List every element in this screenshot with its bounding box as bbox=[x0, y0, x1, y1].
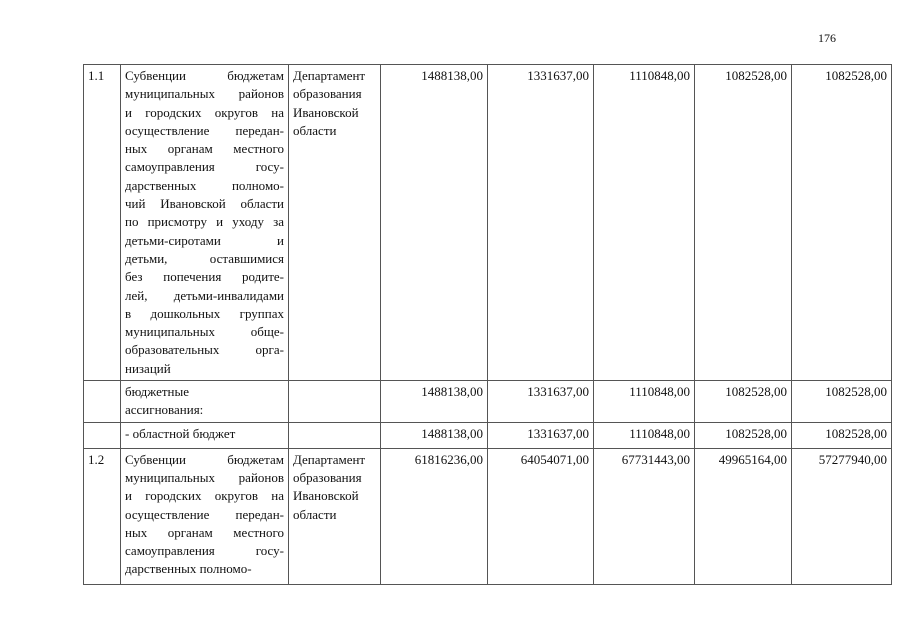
amount-cell: 1331637,00 bbox=[488, 65, 594, 381]
executor-line: Ивановской bbox=[293, 488, 359, 504]
executor-line: образования bbox=[293, 86, 362, 102]
amount-cell: 1488138,00 bbox=[381, 65, 488, 381]
description-line: без попечения родите- bbox=[125, 269, 284, 285]
description-line: дарственных полномо- bbox=[125, 561, 252, 577]
description-line: низаций bbox=[125, 360, 171, 376]
amount-cell: 1082528,00 bbox=[792, 381, 892, 423]
description-line: ных органам местного bbox=[125, 141, 284, 157]
amount-cell: 1110848,00 bbox=[594, 65, 695, 381]
executor-line: образования bbox=[293, 469, 362, 485]
row-executor bbox=[289, 65, 381, 381]
row-executor bbox=[289, 422, 381, 448]
description-line: ассигнования: bbox=[125, 402, 204, 418]
description-line: и городских округов на bbox=[125, 488, 284, 504]
budget-table bbox=[83, 64, 892, 585]
amount-cell: 1082528,00 bbox=[695, 65, 792, 381]
page-number: 176 bbox=[818, 31, 836, 45]
table-row bbox=[84, 381, 892, 423]
description-line: лей, детьми-инвалидами bbox=[125, 287, 284, 303]
row-executor bbox=[289, 448, 381, 584]
table-row bbox=[84, 448, 892, 584]
amount-cell: 64054071,00 bbox=[488, 448, 594, 584]
row-number: 1.2 bbox=[84, 448, 121, 584]
description-line: осуществление передан- bbox=[125, 122, 284, 138]
amount-cell: 1082528,00 bbox=[792, 422, 892, 448]
amount-cell: 1082528,00 bbox=[695, 381, 792, 423]
description-line: муниципальных районов bbox=[125, 469, 284, 485]
row-description bbox=[121, 422, 289, 448]
amount-cell: 57277940,00 bbox=[792, 448, 892, 584]
amount-cell: 1082528,00 bbox=[695, 422, 792, 448]
row-executor bbox=[289, 381, 381, 423]
description-line: детьми-сиротами и bbox=[125, 232, 284, 248]
description-line: муниципальных районов bbox=[125, 86, 284, 102]
amount-cell: 1110848,00 bbox=[594, 422, 695, 448]
description-line: осуществление передан- bbox=[125, 506, 284, 522]
description-line: самоуправления госу- bbox=[125, 159, 284, 175]
description-line: и городских округов на bbox=[125, 104, 284, 120]
description-line: Субвенции бюджетам bbox=[125, 68, 284, 83]
description-line: муниципальных обще- bbox=[125, 324, 284, 340]
description-line: по присмотру и уходу за bbox=[125, 214, 284, 230]
amount-cell: 61816236,00 bbox=[381, 448, 488, 584]
description-line: ных органам местного bbox=[125, 524, 284, 540]
description-line: детьми, оставшимися bbox=[125, 250, 284, 266]
executor-line: Департамент bbox=[293, 68, 366, 83]
description-line: самоуправления госу- bbox=[125, 543, 284, 559]
amount-cell: 1488138,00 bbox=[381, 422, 488, 448]
executor-line: области bbox=[293, 122, 337, 138]
row-number bbox=[84, 381, 121, 423]
executor-line: области bbox=[293, 506, 337, 522]
description-line: дарственных полномо- bbox=[125, 177, 284, 193]
amount-cell: 1331637,00 bbox=[488, 381, 594, 423]
row-number bbox=[84, 422, 121, 448]
amount-cell: 49965164,00 bbox=[695, 448, 792, 584]
description-line: чий Ивановской области bbox=[125, 196, 284, 212]
table-row bbox=[84, 422, 892, 448]
description-line: бюджетные bbox=[125, 384, 190, 400]
description-line: образовательных орга- bbox=[125, 342, 284, 358]
description-line: - областной бюджет bbox=[125, 425, 236, 441]
row-description bbox=[121, 65, 289, 381]
table-row bbox=[84, 65, 892, 381]
executor-line: Ивановской bbox=[293, 104, 359, 120]
row-number: 1.1 bbox=[84, 65, 121, 381]
row-description bbox=[121, 448, 289, 584]
description-line: Субвенции бюджетам bbox=[125, 451, 284, 467]
amount-cell: 1488138,00 bbox=[381, 381, 488, 423]
amount-cell: 67731443,00 bbox=[594, 448, 695, 584]
amount-cell: 1110848,00 bbox=[594, 381, 695, 423]
amount-cell: 1082528,00 bbox=[792, 65, 892, 381]
row-description bbox=[121, 381, 289, 423]
amount-cell: 1331637,00 bbox=[488, 422, 594, 448]
description-line: в дошкольных группах bbox=[125, 305, 284, 321]
executor-line: Департамент bbox=[293, 451, 366, 467]
